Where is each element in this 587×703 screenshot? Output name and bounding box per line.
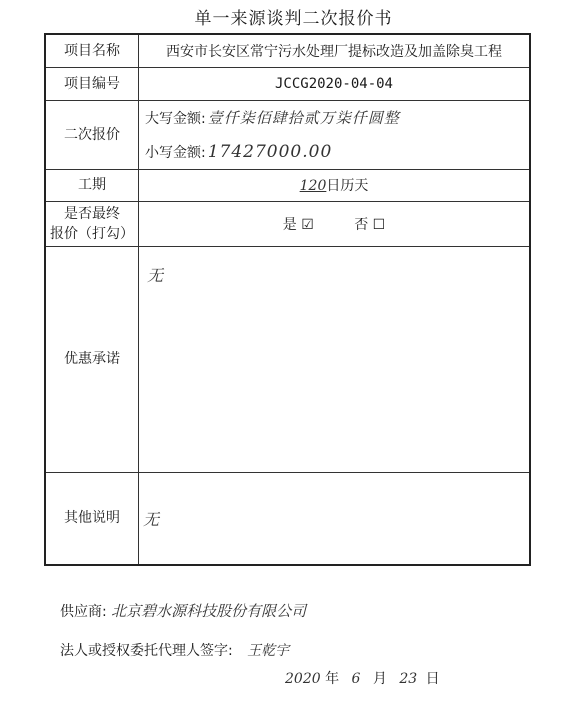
final-quote-options <box>139 201 531 246</box>
signer-signature: 王乾宇 <box>247 643 290 659</box>
upper-amount-line <box>139 101 529 135</box>
project-no-value: JCCG2020-04-04 <box>139 67 531 100</box>
date-line <box>285 668 440 688</box>
project-no-label: 项目编号 <box>45 67 139 100</box>
yes-option <box>283 214 314 234</box>
project-name-label: 项目名称 <box>45 34 139 67</box>
second-quote-label: 二次报价 <box>45 100 139 169</box>
no-checkbox-icon: ☐ <box>372 216 386 233</box>
date-month-unit: 月 <box>372 671 387 687</box>
upper-amount-value: 壹仟柒佰肆拾贰万柒仟圆整 <box>207 109 400 127</box>
period-row <box>45 169 530 201</box>
quote-form-table <box>44 33 531 566</box>
date-day: 23 <box>399 671 418 687</box>
period-days: 120 <box>299 178 327 194</box>
final-quote-label-line1: 是否最终 <box>64 205 120 222</box>
second-quote-values <box>139 100 531 169</box>
final-quote-label <box>45 201 139 246</box>
final-quote-label-line2: 报价（打勾） <box>50 225 134 242</box>
upper-amount-label: 大写金额: <box>145 110 206 127</box>
date-year-unit: 年 <box>325 671 340 687</box>
date-month: 6 <box>351 671 361 687</box>
other-notes-value: 无 <box>143 509 160 529</box>
no-option <box>354 214 385 234</box>
period-value <box>139 169 531 201</box>
promise-cell <box>139 246 531 472</box>
other-notes-label: 其他说明 <box>45 472 139 565</box>
lower-amount-line <box>139 135 529 169</box>
project-name-row <box>45 34 530 67</box>
project-name-value: 西安市长安区常宁污水处理厂提标改造及加盖除臭工程 <box>139 34 531 67</box>
other-notes-row <box>45 472 530 565</box>
other-notes-cell <box>139 472 531 565</box>
yes-label: 是 <box>282 216 297 233</box>
supplier-line <box>60 600 306 621</box>
date-day-unit: 日 <box>425 671 440 687</box>
period-unit: 日历天 <box>326 178 369 194</box>
lower-amount-label: 小写金额: <box>145 144 206 161</box>
no-label: 否 <box>354 216 369 233</box>
promise-value: 无 <box>147 265 164 285</box>
period-label: 工期 <box>45 169 139 201</box>
supplier-signature: 北京碧水源科技股份有限公司 <box>111 602 307 620</box>
signer-label: 法人或授权委托代理人签字: <box>60 643 233 659</box>
document-title: 单一来源谈判二次报价书 <box>194 9 393 29</box>
yes-checkbox-icon: ☑ <box>301 216 314 233</box>
date-year: 2020 <box>285 671 321 687</box>
lower-amount-value: 17427000.00 <box>207 141 333 162</box>
final-quote-row <box>45 201 530 246</box>
signer-line <box>60 640 289 660</box>
project-no-row <box>45 67 530 100</box>
promise-label: 优惠承诺 <box>45 246 139 472</box>
second-quote-row <box>45 100 530 169</box>
promise-row <box>45 246 530 472</box>
supplier-label: 供应商: <box>60 604 107 620</box>
